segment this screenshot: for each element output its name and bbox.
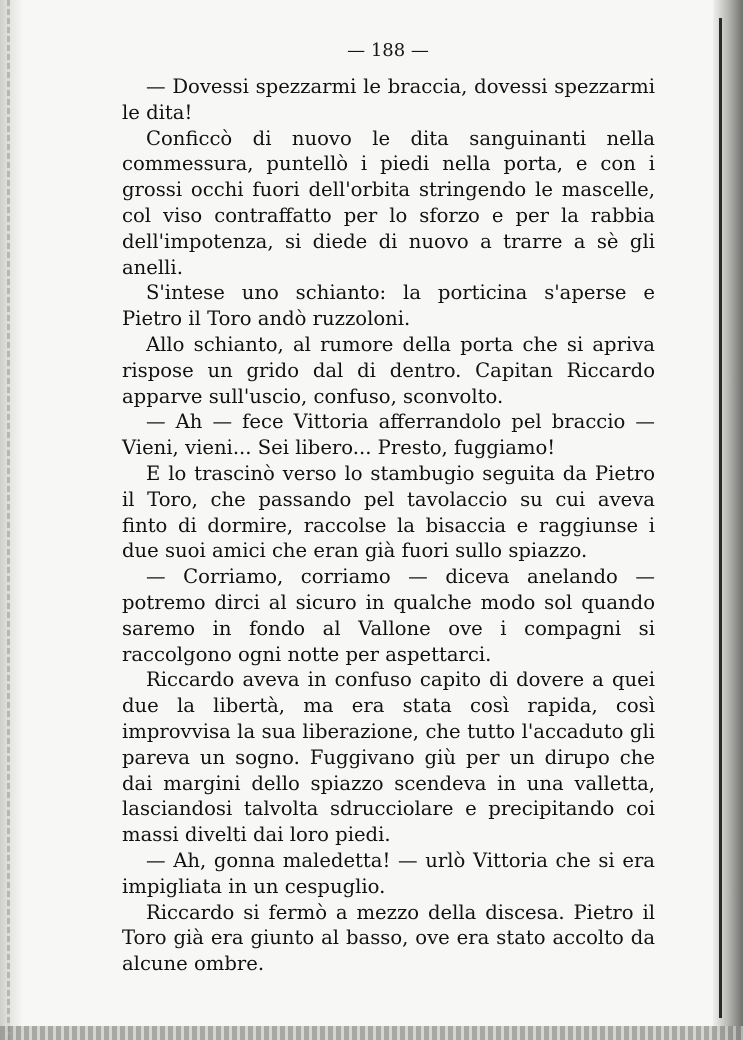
paragraph: Conficcò di nuovo le dita sanguinanti nella commessura, puntellò i piedi nella porta, e con i grossi occhi fuori dell'orbita stringendo le mascelle, col viso contraffatto per lo sforzo e per la rabbia dell'impotenza, si diede di nuovo a trarre a sè gli anelli. xyxy=(122,126,655,279)
paragraph: Allo schianto, al rumore della porta che si apriva rispose un grido dal di dentro. Capitan Riccardo apparve sull'uscio, confuso, sconvolto. xyxy=(122,332,655,408)
paragraph: — Ah, gonna maledetta! — urlò Vittoria che si era impigliata in un cespuglio. xyxy=(122,848,655,898)
paragraph: — Corriamo, corriamo — diceva anelando — potremo dirci al sicuro in qualche modo sol quando saremo in fondo al Vallone ove i compagni si raccolgono ogni notte per aspettarci. xyxy=(122,565,655,666)
binding-stitching xyxy=(7,0,10,1040)
paragraph: — Dovessi spezzarmi le braccia, dovessi spezzarmi le dita! xyxy=(122,75,655,124)
page-fold-line xyxy=(719,18,722,1018)
paragraph: S'intese uno schianto: la porticina s'aperse e Pietro il Toro andò ruzzoloni. xyxy=(122,281,655,331)
page-left-edge xyxy=(0,0,22,1040)
paragraph: — Ah — fece Vittoria afferrandolo pel braccio — Vieni, vieni... Sei libero... Presto, fuggiamo! xyxy=(122,410,655,460)
paragraph: Riccardo aveva in confuso capito di dovere a quei due la libertà, ma era stata così rapida, così improvvisa la sua liberazione, che tutto l'accaduto gli pareva un sogno. Fuggivano giù per un dirupo che dai margini dello spiazzo scendeva in una valletta, lasciandosi talvolta sdrucciolare e precipitando coi massi divelti dai loro piedi. xyxy=(122,668,655,847)
paragraph: E lo trascinò verso lo stambugio seguita da Pietro il Toro, che passando pel tavolaccio su cui aveva finto di dormire, raccolse la bisaccia e raggiunse i due suoi amici che eran già fuori sullo spiazzo. xyxy=(122,461,655,563)
paragraph: Riccardo si fermò a mezzo della discesa. Pietro il Toro già era giunto al basso, ove era stato accolto da alcune ombre. xyxy=(122,900,655,976)
page-right-edge xyxy=(713,0,743,1040)
page-number: — 188 — xyxy=(347,40,429,61)
page-bottom-edge xyxy=(0,1026,743,1040)
body-text xyxy=(122,74,655,977)
